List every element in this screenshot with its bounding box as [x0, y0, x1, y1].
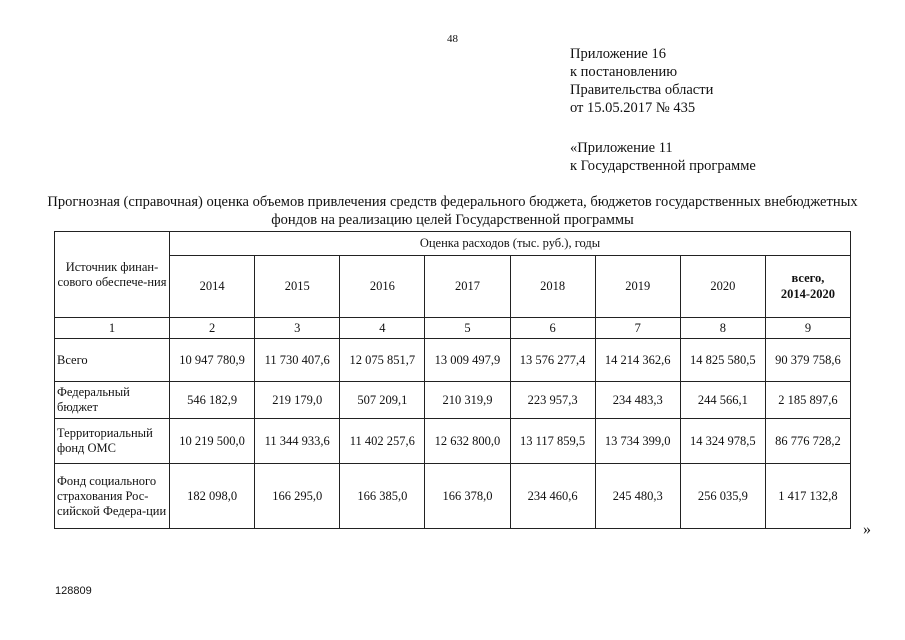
year-header: 2016 [340, 255, 425, 317]
row-value: 14 214 362,6 [595, 339, 680, 382]
table-row-territorial-oms [55, 419, 851, 464]
row-value: 166 378,0 [425, 464, 510, 529]
row-value: 234 483,3 [595, 382, 680, 419]
column-number: 3 [255, 318, 340, 339]
column-number: 9 [765, 318, 850, 339]
column-number: 5 [425, 318, 510, 339]
total-header-line1: всего, [791, 271, 825, 286]
total-header-line2: 2014-2020 [780, 287, 836, 302]
document-code: 128809 [55, 585, 92, 597]
row-value: 11 730 407,6 [255, 339, 340, 382]
source-header: Источник финан-сового обеспече-ния [55, 232, 170, 318]
row-value: 219 179,0 [255, 382, 340, 419]
appendix-line: к постановлению [570, 64, 678, 80]
appendix-line: Правительства области [570, 82, 714, 98]
row-value: 256 035,9 [680, 464, 765, 529]
row-total-value: 90 379 758,6 [765, 339, 850, 382]
row-source: Всего [55, 339, 170, 382]
appendix-line: от 15.05.2017 № 435 [570, 100, 696, 116]
row-source: Территориальный фонд ОМС [55, 419, 170, 464]
row-value: 14 324 978,5 [680, 419, 765, 464]
column-number: 1 [55, 318, 170, 339]
page-number: 48 [447, 33, 458, 45]
table-row-federal-budget [55, 382, 851, 419]
year-header: 2015 [255, 255, 340, 317]
group-header: Оценка расходов (тыс. руб.), годы [170, 232, 851, 256]
row-value: 13 576 277,4 [510, 339, 595, 382]
year-header: 2019 [595, 255, 680, 317]
row-value: 166 385,0 [340, 464, 425, 529]
column-number: 7 [595, 318, 680, 339]
appendix-line: Приложение 16 [570, 46, 666, 62]
row-value: 13 009 497,9 [425, 339, 510, 382]
year-header: 2017 [425, 255, 510, 317]
row-value: 507 209,1 [340, 382, 425, 419]
column-number: 4 [340, 318, 425, 339]
column-number: 8 [680, 318, 765, 339]
appendix-block [570, 45, 756, 175]
appendix-line: к Государственной программе [570, 158, 756, 174]
year-header: 2018 [510, 255, 595, 317]
funding-table [54, 231, 851, 529]
row-total-value: 86 776 728,2 [765, 419, 850, 464]
column-number-row [55, 318, 851, 339]
document-title: Прогнозная (справочная) оценка объемов привлечения средств федерального бюджета, бюджетов государственных внебюджетных фондов на реализацию целей Государственной программы [47, 194, 858, 228]
column-number: 6 [510, 318, 595, 339]
table-row-total [55, 339, 851, 382]
row-value: 11 344 933,6 [255, 419, 340, 464]
row-value: 244 566,1 [680, 382, 765, 419]
row-source: Федеральный бюджет [55, 382, 170, 419]
row-value: 223 957,3 [510, 382, 595, 419]
row-value: 166 295,0 [255, 464, 340, 529]
row-total-value: 1 417 132,8 [765, 464, 850, 529]
closing-quote: » [863, 521, 871, 538]
row-value: 10 219 500,0 [170, 419, 255, 464]
row-value: 10 947 780,9 [170, 339, 255, 382]
row-value: 182 098,0 [170, 464, 255, 529]
row-value: 210 319,9 [425, 382, 510, 419]
row-value: 245 480,3 [595, 464, 680, 529]
row-value: 13 734 399,0 [595, 419, 680, 464]
row-value: 234 460,6 [510, 464, 595, 529]
year-header: 2014 [170, 255, 255, 317]
row-value: 546 182,9 [170, 382, 255, 419]
row-source: Фонд социального страхования Рос-сийской Федера-ции [55, 464, 170, 529]
total-header [765, 255, 850, 317]
table-row-social-insurance-fund [55, 464, 851, 529]
column-number: 2 [170, 318, 255, 339]
row-value: 11 402 257,6 [340, 419, 425, 464]
year-header: 2020 [680, 255, 765, 317]
row-value: 12 075 851,7 [340, 339, 425, 382]
row-total-value: 2 185 897,6 [765, 382, 850, 419]
row-value: 13 117 859,5 [510, 419, 595, 464]
row-value: 12 632 800,0 [425, 419, 510, 464]
row-value: 14 825 580,5 [680, 339, 765, 382]
appendix-line: «Приложение 11 [570, 140, 673, 156]
